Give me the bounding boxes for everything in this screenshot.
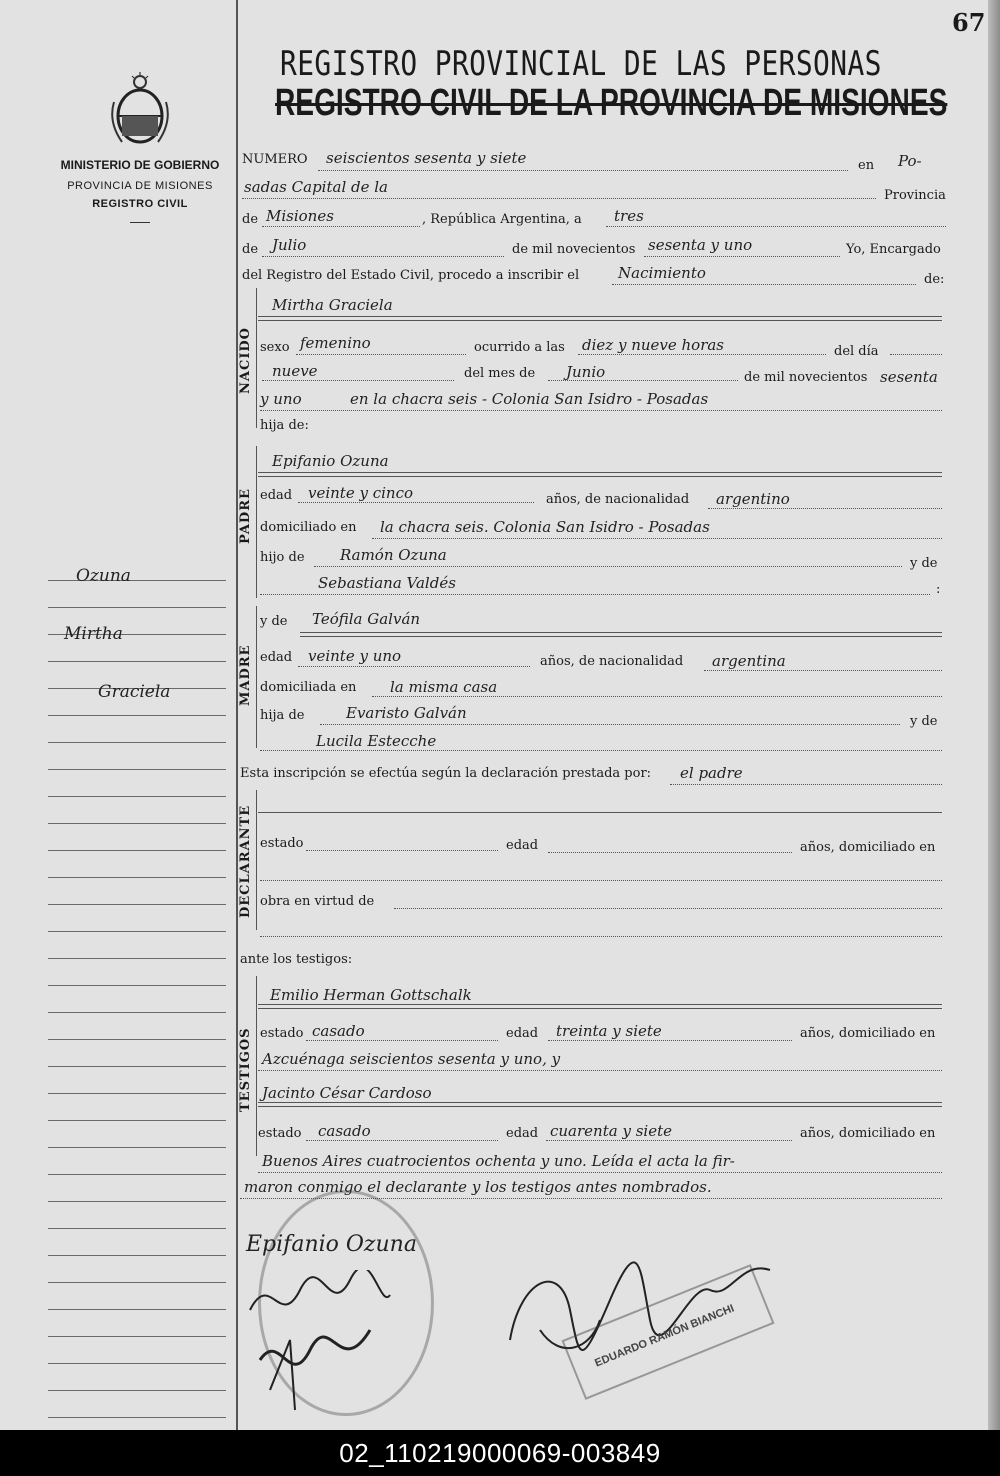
en-value: Po- — [898, 152, 922, 170]
hija-label: hija de: — [260, 418, 309, 433]
madre-name: Teófila Galván — [312, 610, 421, 628]
day-value: tres — [614, 207, 644, 225]
struck-subtitle: REGISTRO CIVIL DE LA PROVINCIA DE MISIONES — [275, 82, 948, 124]
testigo1-edad: treinta y siete — [556, 1022, 662, 1040]
mes-label: del mes de — [464, 366, 536, 381]
fill-line — [320, 724, 900, 725]
testigo2-dom: Buenos Aires cuatrocientos ochenta y uno. Leída el acta la fir- — [262, 1152, 735, 1170]
fill-line — [306, 850, 498, 851]
provincia-label: Provincia — [884, 188, 946, 203]
madre-dom-label: domiciliada en — [260, 680, 357, 695]
fill-line — [306, 1140, 498, 1141]
padre-nac-label: años, de nacionalidad — [546, 492, 690, 507]
margin-ruled-line — [48, 580, 226, 581]
fill-line — [258, 472, 942, 473]
margin-ruled-line — [48, 823, 226, 824]
margin-ruled-line — [48, 1363, 226, 1364]
margin-ruled-line — [48, 1174, 226, 1175]
testigos-section-label: TESTIGOS — [238, 1027, 253, 1112]
sexo-value: femenino — [300, 334, 371, 352]
de2-label: de — [242, 242, 259, 257]
mil-label-2: de mil novecientos — [744, 370, 868, 385]
margin-ruled-line — [48, 769, 226, 770]
margin-name-2: Graciela — [98, 682, 171, 702]
fill-line — [258, 1106, 942, 1107]
declarante-estado-label: estado — [260, 836, 304, 851]
fill-line — [546, 1140, 792, 1141]
fill-line — [258, 1070, 942, 1071]
fill-line — [258, 1008, 942, 1009]
fill-line — [258, 812, 942, 813]
fill-line — [548, 380, 738, 381]
registrar-stamp-text: EDUARDO RAMÓN BIANCHI — [593, 1302, 736, 1370]
margin-ruled-line — [48, 1066, 226, 1067]
margin-ruled-line — [48, 985, 226, 986]
ministry-name: MINISTERIO DE GOBIERNO — [60, 158, 220, 172]
fill-line — [300, 636, 942, 637]
padre-hijo-label: hijo de — [260, 550, 305, 565]
testigo2-estado: casado — [318, 1122, 371, 1140]
margin-ruled-line — [48, 661, 226, 662]
margin-ruled-line — [48, 850, 226, 851]
section-rule — [256, 606, 257, 748]
testigo1-dom-label: años, domiciliado en — [800, 1026, 936, 1041]
padre-dom: la chacra seis. Colonia San Isidro - Posadas — [380, 518, 710, 536]
hora-value: diez y nueve horas — [582, 336, 725, 354]
fill-line — [262, 256, 504, 257]
lugar-value: en la chacra seis - Colonia San Isidro - Posadas — [350, 390, 709, 408]
fill-line — [258, 320, 942, 321]
padre-section-label: PADRE — [238, 488, 253, 544]
declaracion-label: Esta inscripción se efectúa según la declaración prestada por: — [240, 766, 652, 781]
mil-label: de mil novecientos — [512, 242, 636, 257]
declarante-edad-label: edad — [506, 838, 539, 853]
madre-yde-label: y de — [260, 614, 288, 629]
testigo1-edad-label: edad — [506, 1026, 539, 1041]
anio-value: sesenta — [880, 368, 938, 386]
de-label: de — [242, 212, 259, 227]
numero-label: NUMERO — [242, 152, 308, 167]
page-edge — [988, 0, 1000, 1430]
madre-nac: argentina — [712, 652, 786, 670]
testigo2-name: Jacinto César Cardoso — [262, 1084, 432, 1102]
margin-ruled-line — [48, 1147, 226, 1148]
declarante-obra-label: obra en virtud de — [260, 894, 375, 909]
fill-line — [394, 908, 942, 909]
ocurrido-label: ocurrido a las — [474, 340, 565, 355]
testigo2-dom-label: años, domiciliado en — [800, 1126, 936, 1141]
numero-value: seiscientos sesenta y siete — [326, 149, 527, 167]
madre-section-label: MADRE — [238, 644, 253, 706]
margin-ruled-line — [48, 1390, 226, 1391]
declaracion-value: el padre — [680, 764, 743, 782]
fill-line — [260, 880, 942, 881]
fill-line — [300, 632, 942, 633]
fill-line — [890, 354, 942, 355]
margin-ruled-line — [48, 1201, 226, 1202]
document-title: REGISTRO PROVINCIAL DE LAS PERSONAS — [280, 44, 882, 84]
margin-rule — [236, 0, 238, 1430]
province-name: PROVINCIA DE MISIONES — [67, 180, 213, 192]
divider — [130, 222, 150, 223]
registro-label: del Registro del Estado Civil, procedo a inscribir el — [242, 268, 580, 283]
padre-father: Ramón Ozuna — [340, 546, 447, 564]
fill-line — [670, 784, 942, 785]
margin-ruled-line — [48, 1012, 226, 1013]
padre-dom-label: domiciliado en — [260, 520, 357, 535]
fill-line — [262, 226, 420, 227]
fill-line — [708, 508, 942, 509]
year-value: sesenta y uno — [648, 236, 753, 254]
testigo1-estado-label: estado — [260, 1026, 304, 1041]
padre-mother: Sebastiana Valdés — [318, 574, 456, 592]
section-rule — [256, 446, 257, 598]
margin-ruled-line — [48, 1336, 226, 1337]
madre-mother: Lucila Estecche — [316, 732, 437, 750]
del-dia-label: del día — [834, 344, 879, 359]
fill-line — [644, 256, 840, 257]
fill-line — [242, 198, 876, 199]
margin-ruled-line — [48, 1093, 226, 1094]
acto-value: Nacimiento — [618, 264, 706, 282]
declarante-section-label: DECLARANTE — [238, 804, 253, 918]
margin-ruled-line — [48, 904, 226, 905]
republica-label: , República Argentina, a — [422, 212, 582, 227]
coat-of-arms-icon — [108, 72, 172, 150]
fill-line — [258, 316, 942, 317]
margin-ruled-line — [48, 1228, 226, 1229]
margin-ruled-line — [48, 607, 226, 608]
testigo2-edad: cuarenta y siete — [550, 1122, 672, 1140]
section-rule — [256, 288, 257, 428]
testigo1-estado: casado — [312, 1022, 365, 1040]
fill-line — [258, 1102, 942, 1103]
margin-surname: Ozuna — [76, 566, 131, 586]
fill-line — [262, 380, 454, 381]
testigo1-dom: Azcuénaga seiscientos sesenta y uno, y — [262, 1050, 561, 1068]
madre-nac-label: años, de nacionalidad — [540, 654, 684, 669]
fill-line — [260, 936, 942, 937]
fill-line — [298, 666, 530, 667]
padre-nac: argentino — [716, 490, 790, 508]
fill-line — [258, 476, 942, 477]
signature-declarante: Epifanio Ozuna — [246, 1232, 417, 1257]
fill-line — [258, 1004, 942, 1005]
yo-label: Yo, Encargado — [846, 242, 941, 257]
fill-line — [260, 750, 942, 751]
fill-line — [260, 410, 942, 411]
madre-yde2-label: y de — [910, 714, 938, 729]
testigo2-edad-label: edad — [506, 1126, 539, 1141]
registry-name: REGISTRO CIVIL — [92, 198, 188, 210]
fill-line — [314, 566, 902, 567]
padre-edad-label: edad — [260, 488, 293, 503]
fill-line — [704, 670, 942, 671]
margin-ruled-line — [48, 1120, 226, 1121]
fill-line — [372, 538, 942, 539]
margin-name-1: Mirtha — [64, 624, 123, 644]
padre-colon: : — [936, 582, 941, 597]
section-rule — [256, 790, 257, 930]
madre-hija-label: hija de — [260, 708, 305, 723]
image-id-footer: 02_110219000069-003849 — [0, 1430, 1000, 1476]
dia-value: nueve — [272, 362, 318, 380]
month-value: Julio — [272, 236, 307, 254]
madre-father: Evaristo Galván — [346, 704, 467, 722]
padre-name: Epifanio Ozuna — [272, 452, 389, 470]
fill-line — [578, 354, 826, 355]
anio-continued: y uno — [260, 390, 302, 408]
fill-line — [372, 696, 942, 697]
de3-label: de: — [924, 272, 945, 287]
margin-ruled-line — [48, 796, 226, 797]
fill-line — [606, 226, 946, 227]
margin-ruled-line — [48, 1039, 226, 1040]
fill-line — [306, 1040, 498, 1041]
ante-testigos-label: ante los testigos: — [240, 952, 353, 967]
margin-ruled-line — [48, 1417, 226, 1418]
en-label: en — [858, 158, 875, 173]
margin-ruled-line — [48, 1255, 226, 1256]
closing-text: maron conmigo el declarante y los testigos antes nombrados. — [244, 1178, 712, 1196]
declarante-dom-label: años, domiciliado en — [800, 840, 936, 855]
nacido-section-label: NACIDO — [238, 327, 253, 394]
fill-line — [612, 284, 916, 285]
madre-edad-label: edad — [260, 650, 293, 665]
fill-line — [258, 1172, 942, 1173]
fill-line — [318, 170, 848, 171]
fill-line — [298, 502, 534, 503]
madre-dom: la misma casa — [390, 678, 498, 696]
fill-line — [548, 852, 792, 853]
margin-ruled-line — [48, 1282, 226, 1283]
sexo-label: sexo — [260, 340, 290, 355]
signature-witnesses — [240, 1270, 440, 1420]
testigo2-estado-label: estado — [258, 1126, 302, 1141]
testigo1-name: Emilio Herman Gottschalk — [270, 986, 472, 1004]
ministry-heading — [50, 158, 230, 223]
margin-ruled-line — [48, 715, 226, 716]
provincia-value: Misiones — [266, 207, 334, 225]
section-rule — [256, 976, 257, 1156]
padre-yde-label: y de — [910, 556, 938, 571]
place-continued: sadas Capital de la — [244, 178, 388, 196]
fill-line — [260, 594, 930, 595]
mes-value: Junio — [566, 363, 606, 381]
fill-line — [296, 354, 466, 355]
margin-ruled-line — [48, 931, 226, 932]
margin-ruled-line — [48, 958, 226, 959]
margin-ruled-line — [48, 742, 226, 743]
madre-edad: veinte y uno — [308, 647, 402, 665]
padre-edad: veinte y cinco — [308, 484, 414, 502]
margin-ruled-line — [48, 877, 226, 878]
margin-ruled-line — [48, 1309, 226, 1310]
nacido-name: Mirtha Graciela — [272, 296, 393, 314]
fill-line — [548, 1040, 792, 1041]
page-number: 67 — [952, 8, 986, 37]
